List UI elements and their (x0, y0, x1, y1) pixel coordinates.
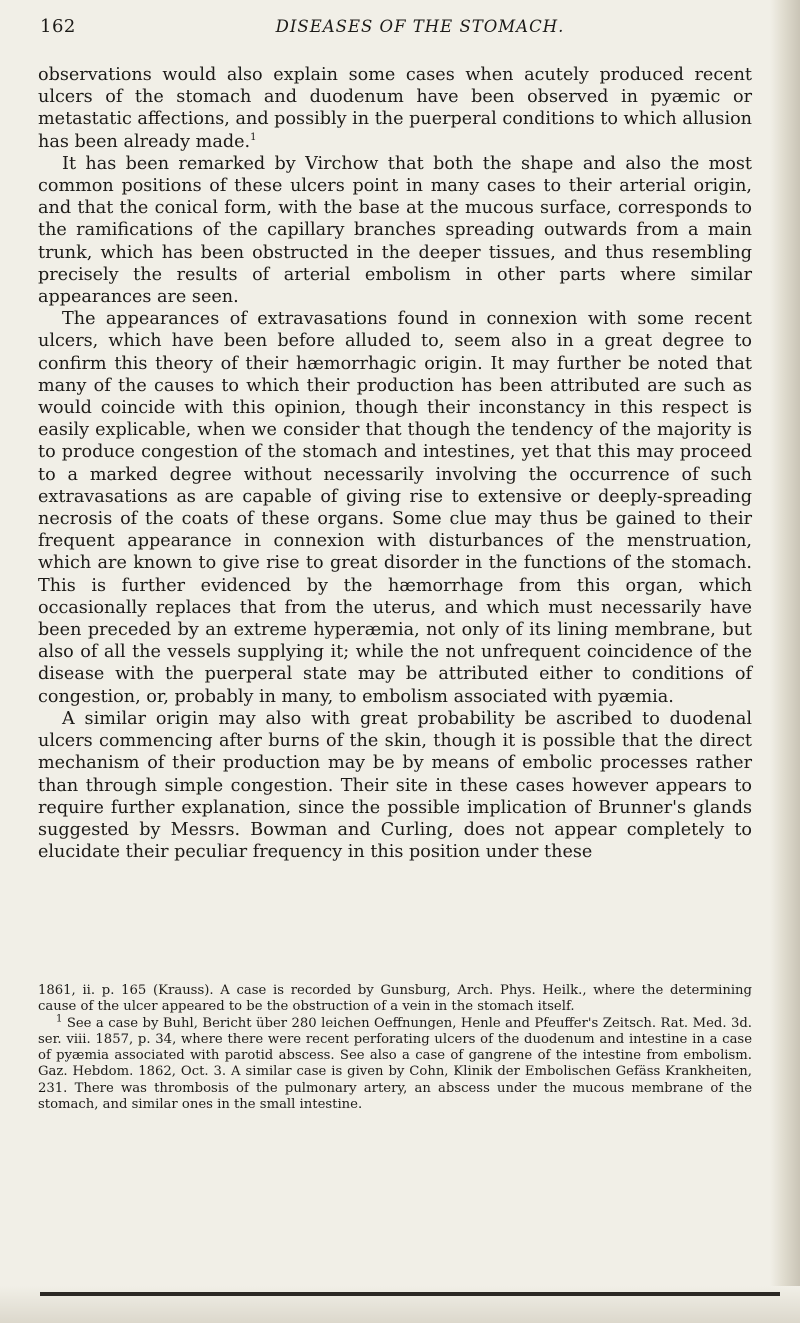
footnotes (38, 983, 752, 1113)
footnote (38, 1013, 752, 1114)
page-edge-shadow (770, 0, 800, 1323)
page-header (40, 14, 740, 44)
footnote-marker: 1 (56, 1013, 63, 1025)
paragraph: It has been remarked by Virchow that both the shape and also the most common positions of these ulcers point in many cases to their arterial origin, and that the conical form, with the base at the mucous surface, corresponds to the ramifications of the capillary branches spreading outwards from a main trunk, which has been obstructed in the deeper tissues, and thus resembling precisely the results of arterial embolism in other parts where similar appearances are seen. (38, 153, 752, 308)
paragraph: The appearances of extravasations found in connexion with some recent ulcers, which have been before alluded to, seem also in a great degree to confirm this theory of their hæmorrhagic origin. It may further be noted that many of the causes to which their production has been attributed are such as would coincide with this opinion, though their inconstancy in this respect is easily explicable, when we consider that though the tendency of the majority is to produce congestion of the stomach and intestines, yet that this may proceed to a marked degree without necessarily involving the occurrence of such extravasations as are capable of giving rise to extensive or deeply-spreading necrosis of the coats of these organs. Some clue may thus be gained to their frequent appearance in connexion with disturbances of the menstruation, which are known to give rise to great disorder in the functions of the stomach. This is further evidenced by the hæmorrhage from this organ, which occasionally replaces that from the uterus, and which must necessarily have been preceded by an extreme hyperæmia, not only of its lining membrane, but also of all the vessels supplying it; while the not unfrequent coincidence of the disease with the puerperal state may be attributed either to conditions of congestion, or, probably in many, to embolism associated with pyæmia. (38, 309, 752, 707)
body-text (38, 64, 752, 863)
page-number: 162 (40, 16, 76, 37)
running-head: DISEASES OF THE STOMACH. (275, 17, 565, 36)
footnote-text: See a case by Buhl, Bericht über 280 leichen Oeffnungen, Henle and Pfeuffer's Zeitsch. Rat. Med. 3d. ser. viii. 1857, p. 34, where there were recent perforating ulcers of the duodenum and intestine in a case of pyæmia associated with parotid abscess. See also a case of gangrene of the intestine from embolism. Gaz. Hebdom. 1862, Oct. 3. A similar case is given by Cohn, Klinik der Embolischen Gefäss Krankheiten, 231. There was thrombosis of the pulmonary artery, an abscess under the mucous membrane of the stomach, and similar ones in the small intestine. (38, 1015, 752, 1113)
paragraph: A similar origin may also with great probability be ascribed to duodenal ulcers commencing after burns of the skin, though it is possible that the direct mechanism of their production may be by means of embolic processes rather than through simple congestion. Their site in these cases however appears to require further explanation, since the possible implication of Brunner's glands suggested by Messrs. Bowman and Curling, does not appear completely to elucidate their peculiar frequency in this position under these (38, 708, 752, 863)
footnote (38, 983, 752, 1016)
paragraph (38, 64, 752, 153)
footnote-ref: 1 (250, 131, 257, 143)
paragraph-text: observations would also explain some cases when acutely produced recent ulcers of the stomach and duodenum have been observed in pyæmic or metastatic affections, and possibly in the puerperal conditions to which allusion has been already made. (38, 65, 752, 152)
footnote-text: 1861, ii. p. 165 (Krauss). A case is recorded by Gunsburg, Arch. Phys. Heilk., where the determining cause of the ulcer appeared to be the obstruction of a vein in the stomach itself. (38, 983, 752, 1015)
bottom-rule (40, 1292, 780, 1296)
